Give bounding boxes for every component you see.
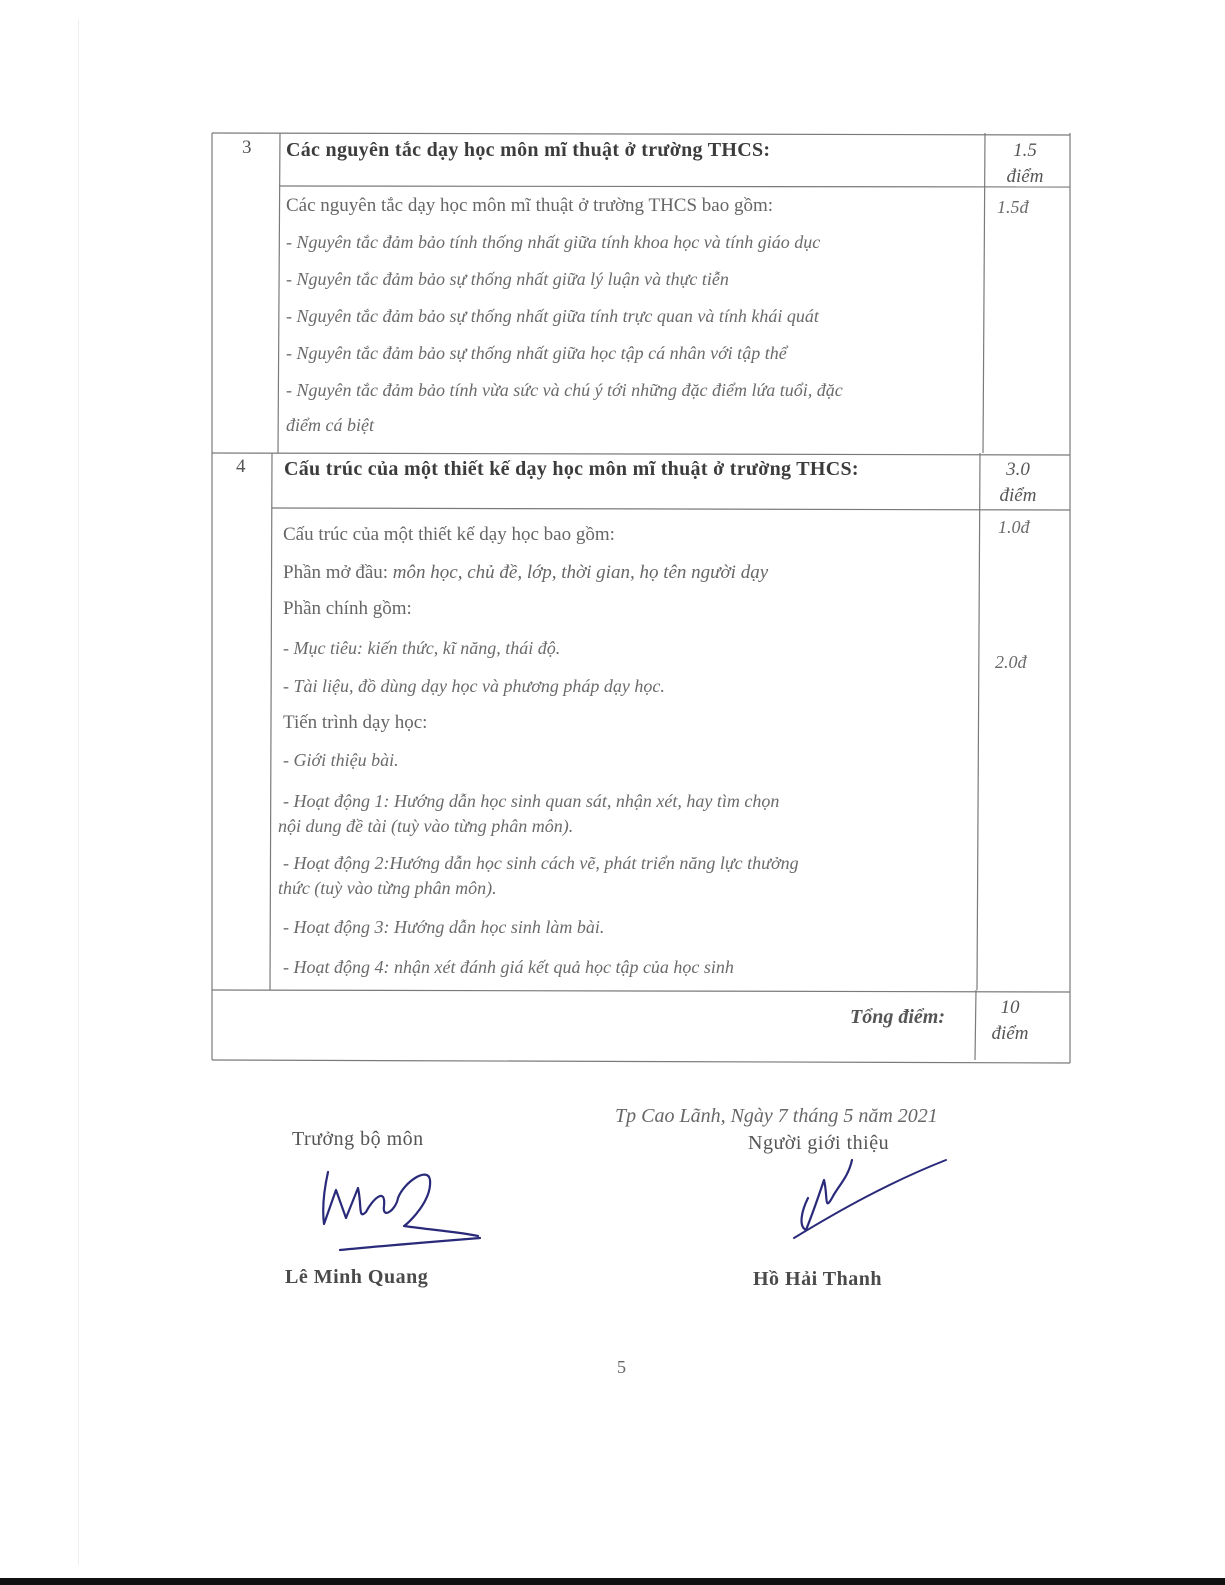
row-3-points: [985, 138, 1065, 190]
process-item: - Hoạt động 3: Hướng dẫn học sinh làm bài.: [283, 917, 605, 937]
total-points-value: 10: [1000, 997, 1020, 1018]
row-3-heading: Các nguyên tắc dạy học môn mĩ thuật ở trường THCS:: [286, 139, 771, 161]
process-label: Tiến trình dạy học:: [283, 712, 428, 733]
principle-item: - Nguyên tắc đảm bảo sự thống nhất giữa học tập cá nhân với tập thể: [286, 343, 787, 363]
main-section-label: Phần chính gồm:: [283, 598, 412, 619]
opening-value: môn học, chủ đề, lớp, thời gian, họ tên người dạy: [392, 562, 769, 583]
total-label: Tổng điểm:: [850, 1006, 945, 1028]
scan-bottom-edge: [0, 1578, 1225, 1585]
right-signer-name: Hồ Hải Thanh: [753, 1268, 883, 1290]
row-4-points-value: 3.0: [1006, 459, 1030, 480]
principle-item: - Nguyên tắc đảm bảo sự thống nhất giữa lý luận và thực tiễn: [286, 269, 729, 289]
principle-item: - Nguyên tắc đảm bảo tính vừa sức và chú ý tới những đặc điểm lứa tuổi, đặc: [286, 380, 843, 400]
row-4-points-unit: điểm: [999, 485, 1037, 506]
row-3-points-value: 1.5: [1013, 140, 1037, 161]
opening-label: Phần mở đầu:: [283, 562, 389, 583]
main-section-points: 2.0đ: [995, 652, 1027, 672]
row-4-number: 4: [236, 456, 246, 477]
row-3-intro-points: 1.5đ: [997, 197, 1029, 217]
left-signature-image: [300, 1160, 500, 1260]
opening-section: [283, 562, 768, 584]
process-item: - Hoạt động 1: Hướng dẫn học sinh quan sát, nhận xét, hay tìm chọn: [283, 791, 780, 811]
total-points-unit: điểm: [991, 1023, 1029, 1044]
process-item: nội dung đề tài (tuỳ vào từng phân môn).: [278, 816, 574, 836]
principle-item: - Nguyên tắc đảm bảo sự thống nhất giữa tính trực quan và tính khái quát: [286, 306, 819, 326]
process-item: thức (tuỳ vào từng phân môn).: [278, 878, 497, 898]
page-margin-line: [78, 20, 79, 1565]
row-4-intro-points: 1.0đ: [998, 517, 1030, 537]
row-4-intro: Cấu trúc của một thiết kế dạy học bao gồm:: [283, 524, 615, 545]
row-3-intro: Các nguyên tắc dạy học môn mĩ thuật ở trường THCS bao gồm:: [286, 195, 774, 216]
main-item: - Mục tiêu: kiến thức, kĩ năng, thái độ.: [283, 638, 561, 658]
left-signer-name: Lê Minh Quang: [285, 1266, 429, 1288]
right-signer-title: Người giới thiệu: [748, 1132, 890, 1154]
left-signer-title: Trưởng bộ môn: [292, 1128, 424, 1150]
row-3-points-unit: điểm: [1006, 166, 1044, 187]
main-item: - Tài liệu, đồ dùng dạy học và phương pháp dạy học.: [283, 676, 665, 696]
row-4-points: [978, 457, 1058, 509]
row-3-number: 3: [242, 137, 252, 158]
right-signature-image: [780, 1150, 960, 1250]
principle-item: điểm cá biệt: [286, 415, 374, 435]
total-points: [975, 995, 1045, 1047]
process-item: - Hoạt động 4: nhận xét đánh giá kết quả học tập của học sinh: [283, 957, 734, 977]
date-line: Tp Cao Lãnh, Ngày 7 tháng 5 năm 2021: [615, 1105, 938, 1127]
process-item: - Hoạt động 2:Hướng dẫn học sinh cách vẽ, phát triển năng lực thưởng: [283, 853, 799, 873]
row-4-heading: Cấu trúc của một thiết kế dạy học môn mĩ thuật ở trường THCS:: [284, 458, 859, 480]
page-number: 5: [617, 1357, 626, 1377]
process-item: - Giới thiệu bài.: [283, 750, 399, 770]
principle-item: - Nguyên tắc đảm bảo tính thống nhất giữa tính khoa học và tính giáo dục: [286, 232, 821, 252]
